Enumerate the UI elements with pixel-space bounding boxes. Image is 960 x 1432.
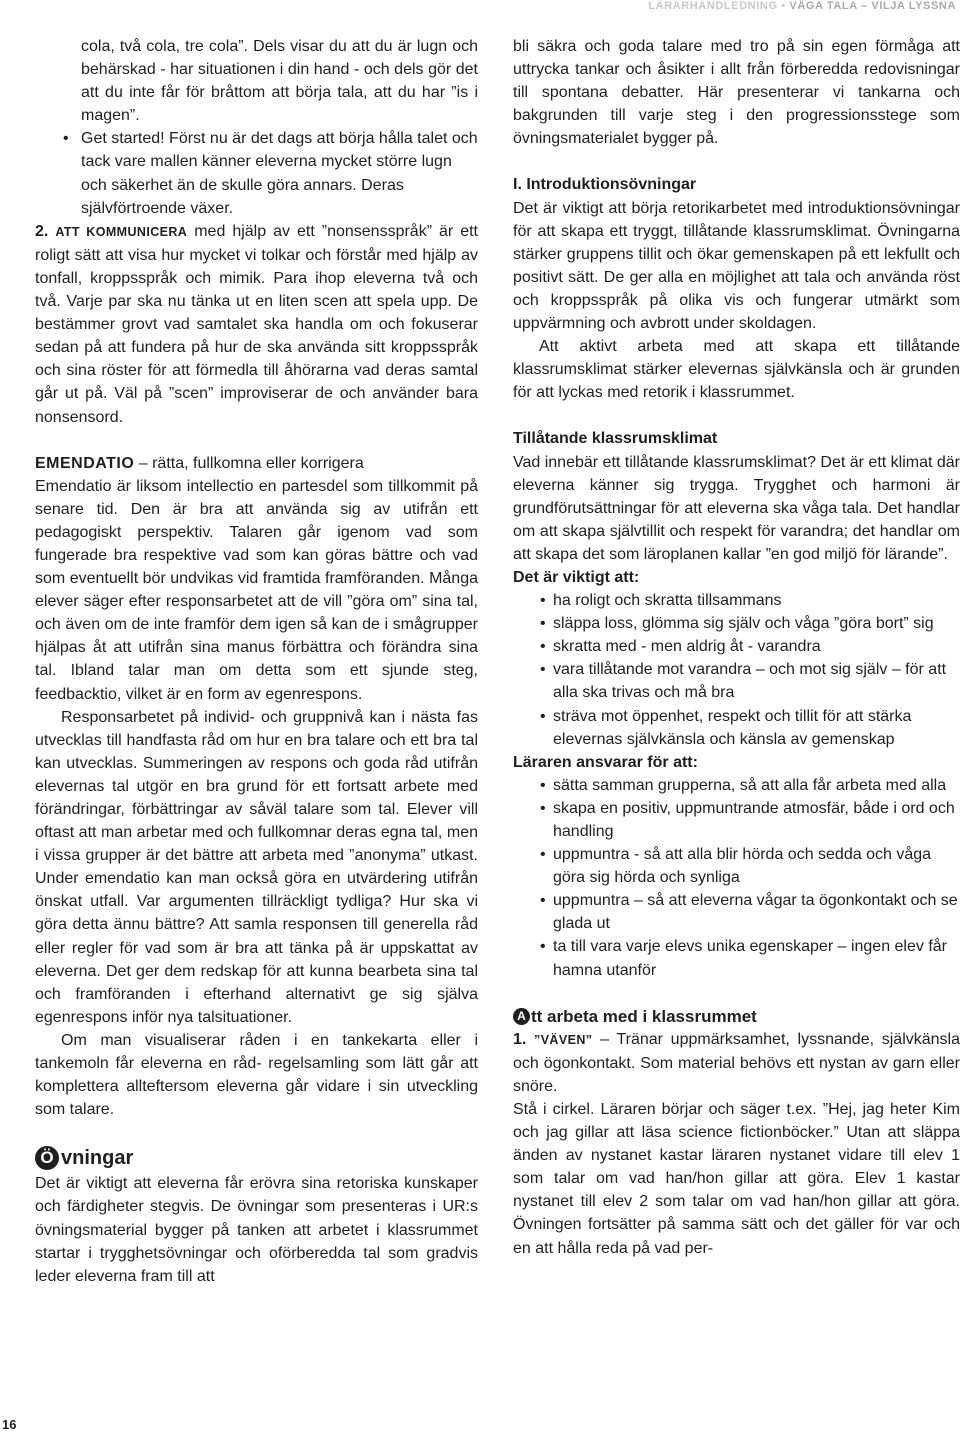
list-item: • skapa en positiv, uppmuntrande atmosfär, både i ord och handling xyxy=(513,797,960,843)
ovningar-heading xyxy=(35,1144,478,1172)
list-item: • släppa loss, glömma sig själv och våga ”göra bort” sig xyxy=(513,612,960,635)
list-item: • skratta med - men aldrig åt - varandra xyxy=(513,635,960,658)
bullet-get-started: • Get started! Först nu är det dags att börja hålla talet och tack vare mallen känner eleverna mycket större lugn och säkerhet än de skulle göra annars. Deras självförtroende växer. xyxy=(35,127,478,219)
ovningar-paragraph: Det är viktigt att eleverna får erövra sina retoriska kunskaper och färdigheter stegvis. De övningar som presenteras i UR:s övningsmaterial bygger på tanken att arbetet i klassrummet startar i trygghetsövningar och oförberedda tal som gradvis leder eleverna fram till att xyxy=(35,1175,478,1285)
spacer xyxy=(513,404,960,427)
ansvarar-list xyxy=(513,774,960,982)
klimat-heading: Tillåtande klassrumsklimat xyxy=(513,430,718,448)
emendatio-def-text: – rätta, fullkomna eller korrigera xyxy=(134,454,364,472)
emendatio-paragraph-3: Om man visualiserar råden i en tankekarta eller i tankemoln får eleverna en råd- regelsamling som lätt går att komplettera allteftersom eleverna går vidare i sin utveckling som talare. xyxy=(35,1031,478,1119)
list-item: • uppmuntra - så att alla blir hörda och sedda och våga göra sig hörda och synliga xyxy=(513,843,960,889)
header-title: VÅGA TALA – VILJA LYSSNA xyxy=(789,0,956,12)
right-top-paragraph: bli säkra och goda talare med tro på sin egen förmåga att uttrycka tankar och åsikter i allt från förberedda redovisningar till spontana debatter. Här presenterar vi tankarna och bakgrunden till varje steg i den progressionsstege som övningsmaterialet bygger på. xyxy=(513,38,960,148)
spacer xyxy=(513,982,960,1005)
intro-paragraph-2: Att aktivt arbeta med att skapa ett tillåtande klassrumsklimat stärker elevernas självkänsla och är grunden för att lyckas med retorik i klassrummet. xyxy=(513,338,960,402)
arbeta-heading-text: tt arbeta med i klassrummet xyxy=(531,1006,757,1026)
list-item: • ta till vara varje elevs unika egenskaper – ingen elev får hamna utanför xyxy=(513,935,960,981)
left-column xyxy=(35,35,478,1288)
ansvarar-heading: Läraren ansvarar för att: xyxy=(513,753,698,771)
list-item: • sträva mot öppenhet, respekt och tillit för att stärka elevernas självkänsla och känsla av gemenskap xyxy=(513,705,960,751)
list-item: • sätta samman grupperna, så att alla får arbeta med alla xyxy=(513,774,960,797)
list-item: • vara tillåtande mot varandra – och mot sig själv – för att alla ska trivas och må bra xyxy=(513,658,960,704)
list-item: • uppmuntra – så att eleverna vågar ta ögonkontakt och se glada ut xyxy=(513,889,960,935)
intro-continuation: cola, två cola, tre cola”. Dels visar du att du är lugn och behärskad - har situationen i din hand - och dels gör det att du inte får för bråttom att börja tala, att du har ”is i magen”. xyxy=(81,38,478,125)
arbeta-initial-badge: A xyxy=(513,1008,530,1025)
ovningar-initial-badge: Ö xyxy=(35,1146,59,1170)
vaven-paragraph xyxy=(513,1028,960,1098)
intro-paragraph-1: Det är viktigt att börja retorikarbetet med introduktionsövningar för att skapa ett tryggt, tillåtande klassrumsklimat. Övningarna stärker gruppens tillit och ökar gemenskapen på ett lekfullt och positivt sätt. De ger alla en möjlighet att tala och använda röst och kroppsspråk på olika vis och fungerar utmärkt som uppvärmning och avbrott under skoldagen. xyxy=(513,199,960,333)
spacer xyxy=(35,429,478,452)
vaven-paragraph-2: Stå i cirkel. Läraren börjar och säger t.ex. ”Hej, jag heter Kim och jag gillar att läsa science fictionböcker.” Utan att släppa änden av nystanet kastar läraren nystanet vidare till elev 1 som talar om vad han/hon gillar att göra. Elev 1 kastar nystanet till elev 2 som talar om vad han/hon gillar att göra. Övningen fortsätter på samma sätt och det gäller för var och en att hålla reda på vad per- xyxy=(513,1100,960,1257)
vaven-text: – Tränar uppmärksamhet, lyssnande, självkänsla och ögonkontakt. Som material behövs ett nystan av garn eller snöre. xyxy=(513,1030,960,1095)
emendatio-paragraph-2: Responsarbetet på individ- och gruppnivå kan i nästa fas utvecklas till handfasta råd om hur en bra talare och ett bra tal kan utvecklas. Summeringen av respons och goda råd utifrån elevernas tal utgör en bra grund för ett fortsatt arbete med förändringar, förbättringar av såväl talare som tal. Elever vill oftast att man arbetar med och fullkomnar deras egna tal, men i vissa grupper är det bättre att arbeta med ”anonyma” utkast. Under emendatio kan man också göra en utvärdering utifrån önskat utfall. Var argumenten tillräckligt tydliga? Hur ska vi göra detta ännu bättre? Att samla responsen till generella råd eller regler för vad som är bra att tänka på är uppskattat av eleverna. Det ger dem redskap för att kunna bearbeta sina tal och framföranden i efterhand alternativt ge sig själva egenrespons inför nya talsituationer. xyxy=(35,708,478,1026)
item-2-text: med hjälp av ett ”nonsensspråk” är ett roligt sätt att visa hur mycket vi tolkar och förstår med hjälp av tonfall, kroppsspråk och mimik. Para ihop eleverna två och två. Varje par ska nu tänka ut en liten scen att spela upp. De bestämmer grovt vad samtalet ska handla om och fokuserar sedan på att fundera på hur de ska använda sitt kroppsspråk och sina röster för att förmedla till åhörarna vad deras samtal går ut på. Väl på ”scen” improviserar de och använder bara nonsensord. xyxy=(35,222,478,426)
item-2-number: 2. xyxy=(35,222,49,240)
klimat-paragraph: Vad innebär ett tillåtande klassrumsklimat? Det är ett klimat där eleverna känner sig trygga. Trygghet och harmoni är grundförutsättningar för att eleverna ska våga tala. Det handlar om att skapa självtillit och respekt för varandra; det handlar om att skapa det som läroplanen kallar ”en god miljö för lärande”. xyxy=(513,453,960,563)
spacer xyxy=(35,1121,478,1144)
running-header xyxy=(648,0,956,14)
ovningar-heading-text: vningar xyxy=(61,1147,134,1170)
emendatio-definition xyxy=(35,452,478,475)
viktigt-list xyxy=(513,589,960,751)
emendatio-paragraph-1: Emendatio är liksom intellectio en partesdel som tillkommit på senare tid. Den är bra att använda sig av utifrån ett pedagogiskt perspektiv. Talaren går igenom vad som fungerade bra respektive vad som kan göras bättre och vad som eventuellt bör undvikas vid framtida framföranden. Många elever säger efter responsarbetet att de vill ”göra om” sina tal, och även om de inte framför dem igen så kan de i smågrupper hjälpas åt att utifrån sina manus förbättra och förändra sina tal. Ibland talar man om detta som ett sjunde steg, feedbacktio, vilket är en form av egenrespons. xyxy=(35,477,478,703)
viktigt-heading: Det är viktigt att: xyxy=(513,568,640,586)
arbeta-heading xyxy=(513,1005,960,1028)
spacer xyxy=(513,150,960,173)
vaven-number: 1. xyxy=(513,1030,527,1048)
intro-heading: I. Introduktionsövningar xyxy=(513,176,697,194)
list-item: • ha roligt och skratta tillsammans xyxy=(513,589,960,612)
right-column xyxy=(513,35,960,1260)
vaven-heading: ”VÄVEN” xyxy=(534,1032,593,1047)
item-2-heading: ATT KOMMUNICERA xyxy=(55,224,188,239)
item-2-paragraph xyxy=(35,220,478,429)
emendatio-heading: EMENDATIO xyxy=(35,454,135,472)
page-number: 16 xyxy=(2,1417,17,1432)
header-prefix: LÄRARHANDLEDNING • xyxy=(648,0,790,12)
